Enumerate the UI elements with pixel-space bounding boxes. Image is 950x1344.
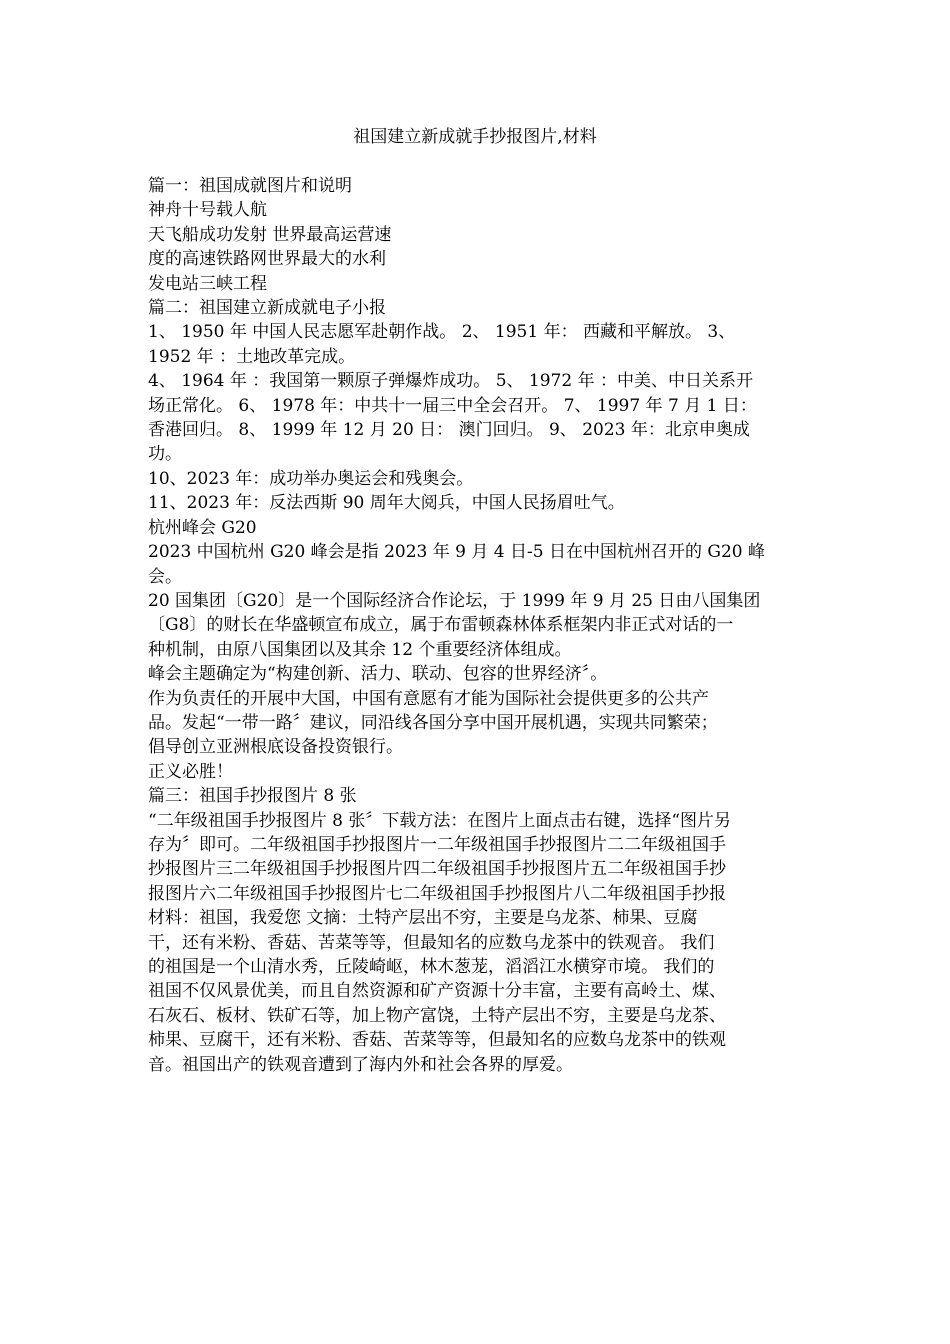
body-line: 报图片六二年级祖国手抄报图片七二年级祖国手抄报图片八二年级祖国手抄报 <box>148 883 726 904</box>
body-line: 材料：祖国，我爱您 文摘：土特产层出不穷，主要是乌龙茶、柿果、豆腐 <box>148 908 698 929</box>
body-line: 祖国不仅风景优美，而且自然资源和矿产资源十分丰富，主要有高岭土、煤、 <box>148 981 726 1002</box>
body-line: 篇二：祖国建立新成就电子小报 <box>148 298 386 319</box>
document-body <box>148 174 804 1077</box>
body-line: 2023 中国杭州 G20 峰会是指 2023 年 9 月 4 日-5 日在中国杭州召开的 G20 峰 <box>148 542 765 563</box>
body-line: 度的高速铁路网世界最大的水利 <box>148 249 386 270</box>
body-line: 会。 <box>148 566 182 587</box>
body-line: 的祖国是一个山清水秀，丘陵崎岖，林木葱茏，滔滔江水横穿市境。 我们的 <box>148 957 715 977</box>
body-line: 篇一：祖国成就图片和说明 <box>148 176 352 196</box>
document-title: 祖国建立新成就手抄报图片,材料 <box>353 127 597 147</box>
body-line: 〔G8〕的财长在华盛顿宣布成立，属于布雷顿森林体系框架内非正式对话的一 <box>148 615 734 636</box>
body-line: 20 国集团〔G20〕是一个国际经济合作论坛，于 1999 年 9 月 25 日由八国集团 <box>148 590 761 611</box>
body-line: 柿果、豆腐干，还有米粉、香菇、苦菜等等，但最知名的应数乌龙茶中的铁观 <box>148 1030 726 1051</box>
body-line: 4、 1964 年 ：我国第一颗原子弹爆炸成功。 5、 1972 年 ：中美、中日关系开 <box>148 371 753 392</box>
body-line: 11、2023 年：反法西斯 90 周年大阅兵，中国人民扬眉吐气。 <box>148 493 625 514</box>
body-line: 正义必胜！ <box>148 761 233 782</box>
body-line: 杭州峰会 G20 <box>148 517 257 538</box>
body-line: 功。 <box>148 444 182 465</box>
body-line: 干，还有米粉、香菇、苦菜等等，但最知名的应数乌龙茶中的铁观音。 我们 <box>148 932 715 953</box>
body-line: 抄报图片三二年级祖国手抄报图片四二年级祖国手抄报图片五二年级祖国手抄 <box>148 859 726 880</box>
body-line: 品。发起“一带一路〞建议，同沿线各国分享中国开展机遇，实现共同繁荣； <box>148 712 718 733</box>
body-line: 天飞船成功发射 世界最高运营速 <box>148 224 392 245</box>
body-line: 1952 年 ：土地改革完成。 <box>148 346 356 367</box>
body-line: “二年级祖国手抄报图片 8 张〞下载方法：在图片上面点击右键，选择“图片另 <box>148 810 732 831</box>
body-line: 倡导创立亚洲根底设备投资银行。 <box>148 737 403 758</box>
body-line: 石灰石、板材、铁矿石等，加上物产富饶，土特产层出不穷，主要是乌龙茶、 <box>148 1005 726 1026</box>
body-line: 峰会主题确定为“构建创新、活力、联动、包容的世界经济〞。 <box>148 664 608 685</box>
body-line: 1、 1950 年 中国人民志愿军赴朝作战。 2、 1951 年： 西藏和平解放。 3、 <box>148 322 736 343</box>
body-line: 音。祖国出产的铁观音遭到了海内外和社会各界的厚爱。 <box>148 1054 573 1075</box>
body-line: 神舟十号载人航 <box>148 200 267 221</box>
body-line: 种机制，由原八国集团以及其余 12 个重要经济体组成。 <box>148 639 572 660</box>
body-line: 10、2023 年：成功举办奥运会和残奥会。 <box>148 468 474 489</box>
body-line: 发电站三峡工程 <box>148 273 267 294</box>
body-line: 场正常化。 6、 1978 年：中共十一届三中全会召开。 7、 1997 年 7 月 1 日： <box>148 395 757 416</box>
body-line: 香港回归。 8、 1999 年 12 月 20 日： 澳门回归。 9、 2023 年：北京申奥成 <box>148 420 750 441</box>
body-line: 篇三：祖国手抄报图片 8 张 <box>148 786 357 807</box>
body-line: 作为负责任的开展中大国，中国有意愿有才能为国际社会提供更多的公共产 <box>148 688 709 709</box>
body-line: 存为〞即可。二年级祖国手抄报图片一二年级祖国手抄报图片二二年级祖国手 <box>148 834 726 855</box>
